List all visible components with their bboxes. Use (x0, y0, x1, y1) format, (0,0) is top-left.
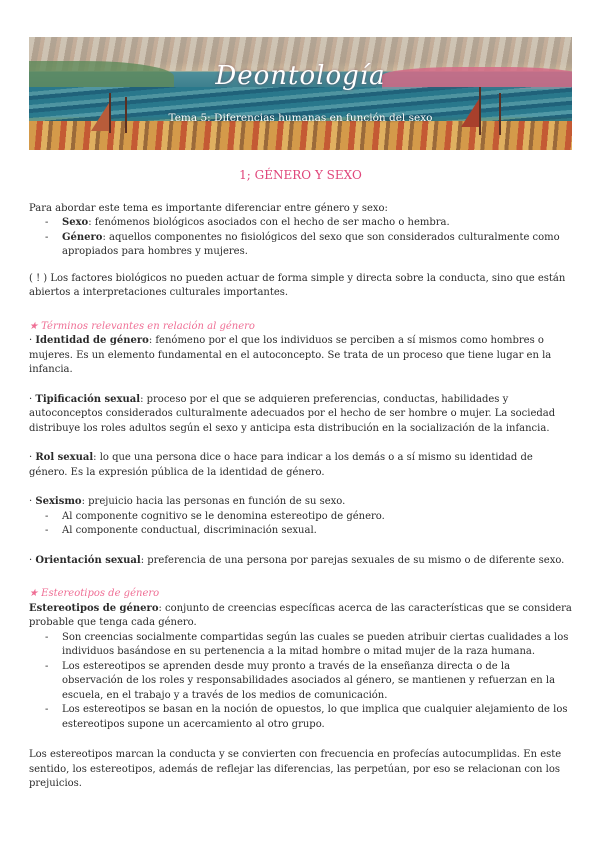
bullet: · (29, 335, 33, 346)
list-item (62, 216, 572, 231)
definition-estereotipos (29, 602, 572, 631)
term: Rol sexual (35, 452, 94, 463)
definition-orientacion (29, 554, 572, 569)
term-separator: : (88, 217, 95, 228)
definition: : preferencia de una persona por parejas sexuales de su mismo o de diferente sexo. (140, 554, 565, 566)
note-paragraph: ( ! ) Los factores biológicos no pueden actuar de forma simple y directa sobre la conducta, sino que están abiertos a interpretaciones culturales importantes. (29, 272, 566, 298)
term: Identidad de género (35, 335, 149, 346)
term-separator: : (102, 231, 110, 243)
header-banner (29, 37, 572, 150)
subheading-stereotypes: ★ Estereotipos de género (29, 588, 160, 599)
definition: fenómenos biológicos asociados con el hecho de ser macho o hembra. (94, 217, 450, 228)
document-body (29, 168, 572, 792)
list-item: - Son creencias socialmente compartidas según las cuales se pueden atribuir ciertas cualidades a los individuos basándose en su pertenencia a la mitad hombre o mitad mujer de la raza humana. (62, 631, 572, 660)
subheading-terms: ★ Términos relevantes en relación al género (29, 320, 255, 332)
sexismo-list (29, 510, 572, 539)
bullet: · (29, 452, 33, 463)
definition: : proceso por el que se adquieren preferencias, conductas, habilidades y autoconceptos considerados culturalmente adecuados por el hecho de ser hombre o mujer. La sociedad distribuye los roles adultos según el sexo y anticipa esta distribución en la socialización de la infancia. (29, 393, 556, 434)
term: Orientación sexual (35, 554, 141, 566)
document-subtitle: Tema 5: Diferencias humanas en función del sexo (168, 112, 433, 124)
bullet: · (29, 554, 33, 566)
term: Estereotipos de género (29, 602, 159, 614)
list-item: - Los estereotipos se aprenden desde muy pronto a través de la enseñanza directa o de la observación de los roles y responsabilidades asociados al género, se mantienen y refuerzan en la escuela, en el trabajo y a través de los medios de comunicación. (62, 660, 572, 704)
list-item: - Al componente conductual, discriminación sexual. (62, 524, 572, 539)
list-item (62, 231, 572, 260)
closing-paragraph: Los estereotipos marcan la conducta y se convierten con frecuencia en profecías autocumplidas. En este sentido, los estereotipos, además de reflejar las diferencias, las perpetúan, por eso se relacionan con los prejuicios. (29, 749, 562, 789)
stereotypes-list (29, 631, 572, 733)
definition-sexismo (29, 495, 572, 510)
definition-rol (29, 451, 572, 480)
list-item: - Al componente cognitivo se le denomina estereotipo de género. (62, 510, 572, 525)
term: Sexismo (35, 496, 82, 507)
definition: : conjunto de creencias específicas acerca de las características que se considera probable que tenga cada género. (29, 602, 572, 628)
banner-mast (479, 87, 481, 135)
definition: : prejuicio hacia las personas en función de su sexo. (81, 496, 346, 507)
bullet: · (29, 496, 33, 507)
term: Género (62, 231, 103, 243)
definition: : fenómeno por el que los individuos se perciben a sí mismos como hombres o mujeres. Es un elemento fundamental en el autoconcepto. Se trata de un proceso que tiene lugar en la infancia. (29, 335, 552, 375)
definition: aquellos componentes no fisiológicos del sexo que son considerados culturalmente como apropiados para hombres y mujeres. (62, 231, 560, 257)
bullet: · (29, 393, 33, 405)
document-title: Deontología (215, 61, 386, 91)
definition: : lo que una persona dice o hace para indicar a los demás o a sí mismo su identidad de género. Es la expresión pública de la identidad de género. (29, 452, 533, 478)
intro-paragraph: Para abordar este tema es importante diferenciar entre género y sexo: (29, 202, 388, 214)
intro-list (29, 216, 572, 260)
term: Sexo (62, 217, 89, 228)
definition-identidad (29, 334, 572, 378)
list-item: - Los estereotipos se basan en la noción de opuestos, lo que implica que cualquier alejamiento de los estereotipos supone un acercamiento al otro grupo. (62, 703, 572, 732)
term: Tipificación sexual (35, 393, 141, 405)
section-title: 1; GÉNERO Y SEXO (239, 168, 362, 182)
definition-tipificacion (29, 393, 572, 437)
